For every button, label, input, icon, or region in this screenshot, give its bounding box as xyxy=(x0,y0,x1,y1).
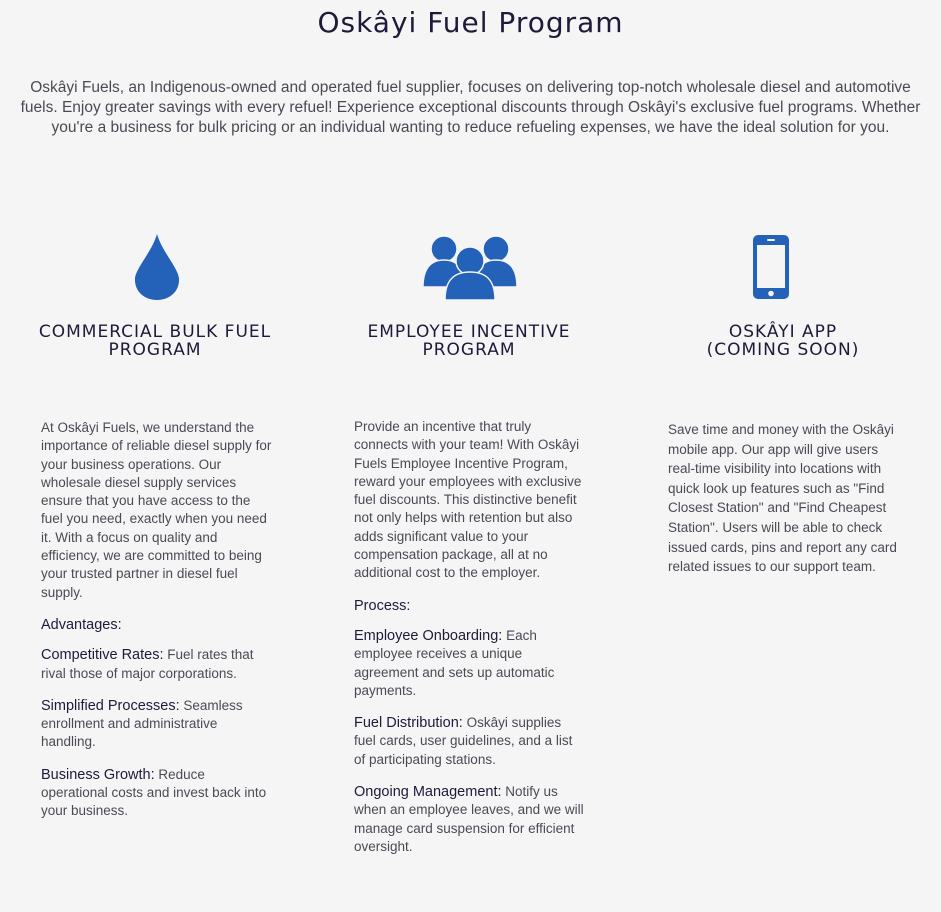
section-heading: Advantages: xyxy=(41,616,122,633)
item-text: Oskâyi supplies fuel cards, user guidelines, and a list of participating stations. xyxy=(354,715,573,767)
oskayi-app-body xyxy=(668,420,904,591)
page-title: Oskâyi Fuel Program xyxy=(317,6,624,39)
item-label: Employee Onboarding: xyxy=(354,627,503,644)
list-item xyxy=(41,697,273,752)
employee-incentive-body xyxy=(354,418,586,870)
description: At Oskâyi Fuels, we understand the importance of reliable diesel supply for your business operations. Our wholesale diesel supply services ensure that you have access to the fuel you need, exactly when you need it. With a focus on quality and efficiency, we are committed to being your trusted partner in diesel fuel supply. xyxy=(41,420,272,600)
water-drop-icon xyxy=(134,234,180,300)
list-item xyxy=(354,627,586,700)
people-group-icon xyxy=(423,234,517,300)
item-text: Reduce operational costs and invest back into your business. xyxy=(41,766,267,819)
description: Save time and money with the Oskâyi mobile app. Our app will give users real-time visibility into locations with quick look up features such as "Find Closest Station" and "Find Cheapest Station". Users will be able to check issued cards, pins and report any card related issues to our support team. xyxy=(668,422,897,575)
item-text: Each employee receives a unique agreement and sets up automatic payments. xyxy=(354,627,555,698)
commercial-bulk-fuel-body xyxy=(41,419,273,835)
list-item xyxy=(41,766,273,821)
item-text: Fuel rates that rival those of major corporations. xyxy=(41,647,254,681)
item-text: Notify us when an employee leaves, and we will manage card suspension for efficient oversight. xyxy=(354,784,584,854)
item-label: Business Growth: xyxy=(41,766,155,783)
list-item xyxy=(354,714,586,769)
item-text: Seamless enrollment and administrative handling. xyxy=(41,697,243,750)
title-line: PROGRAM xyxy=(108,340,202,360)
commercial-bulk-fuel-title xyxy=(5,323,305,359)
item-label: Simplified Processes: xyxy=(41,697,180,714)
item-label: Ongoing Management: xyxy=(354,784,502,801)
title-line: EMPLOYEE INCENTIVE xyxy=(367,322,571,342)
section-heading: Process: xyxy=(354,597,411,614)
oskayi-app-title xyxy=(633,323,933,359)
item-label: Fuel Distribution: xyxy=(354,715,463,732)
title-line: (COMING SOON) xyxy=(706,340,860,360)
item-label: Competitive Rates: xyxy=(41,647,164,664)
title-line: OSKÂYI APP xyxy=(728,322,838,342)
intro-paragraph: Oskâyi Fuels, an Indigenous-owned and operated fuel supplier, focuses on delivering top-notch wholesale diesel and automotive fuels. Enjoy greater savings with every refuel! Experience exceptional discounts through Oskâyi's exclusive fuel programs. Whether you're a business for bulk pricing or an individual wanting to reduce refueling expenses, we have the ideal solution for you. xyxy=(20,79,921,136)
description: Provide an incentive that truly connects with your team! With Oskâyi Fuels Employee Incentive Program, reward your employees with exclusive fuel discounts. This distinctive benefit not only helps with retention but also adds significant value to your compensation package, all at no additional cost to the employer. xyxy=(354,419,582,581)
list-item xyxy=(354,783,586,856)
title-line: PROGRAM xyxy=(422,340,516,360)
employee-incentive-title xyxy=(319,323,619,359)
list-item xyxy=(41,646,273,683)
title-line: COMMERCIAL BULK FUEL xyxy=(38,322,272,342)
smartphone-icon xyxy=(753,235,789,299)
